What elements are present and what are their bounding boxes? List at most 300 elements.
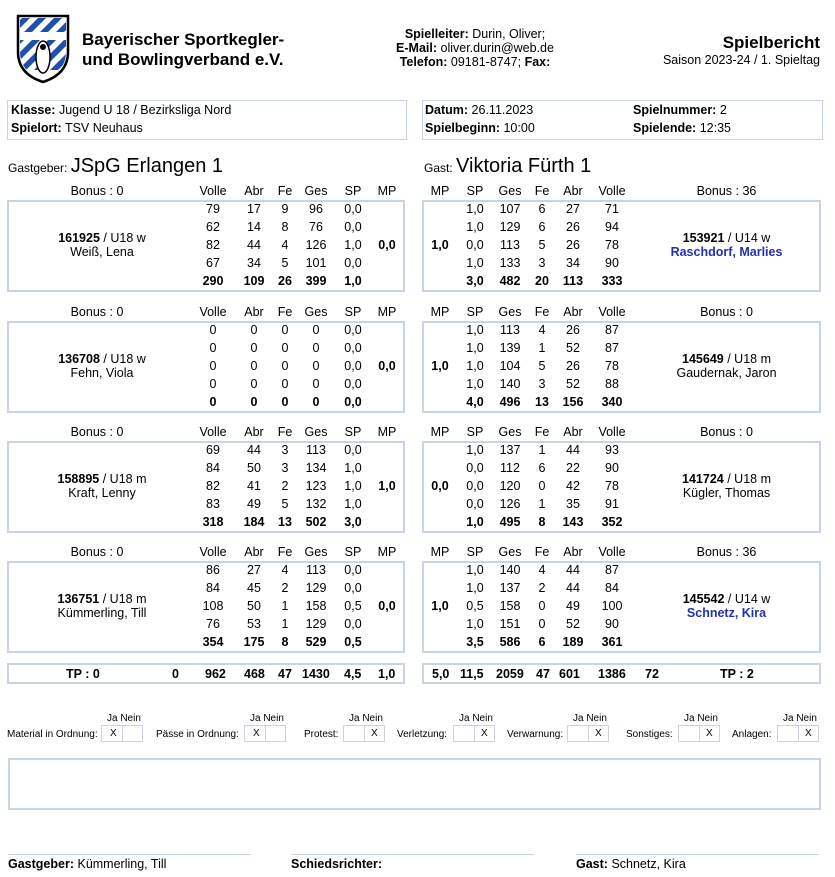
home-score-cell: 1 <box>281 599 289 613</box>
leader-value: Durin, Oliver; <box>472 27 546 41</box>
home-bonus: Bonus : 0 <box>70 184 124 198</box>
home-player-class: / U18 w <box>103 231 146 245</box>
home-total-cell: 399 <box>305 274 327 288</box>
home-score-cell: 0,0 <box>344 220 362 234</box>
away-score-cell: 1,0 <box>466 323 484 337</box>
home-signature <box>8 854 251 871</box>
check-divider <box>364 726 365 741</box>
spielnummer-label: Spielnummer: <box>633 103 717 117</box>
away-score-cell: 0,0 <box>466 497 484 511</box>
away-bonus: Bonus : 36 <box>696 184 757 198</box>
home-column-header: Ges <box>304 305 328 319</box>
home-player-id: 136751 <box>57 592 100 606</box>
away-score-cell: 100 <box>601 599 623 613</box>
check-box[interactable] <box>777 725 819 742</box>
away-score-cell: 52 <box>566 377 580 391</box>
away-total-cell: 496 <box>499 395 521 409</box>
ja-nein-header: Ja Nein <box>684 713 718 724</box>
away-totals-row <box>422 663 821 684</box>
away-column-header: Ges <box>498 545 522 559</box>
home-score-cell: 4 <box>281 563 289 577</box>
home-total-cell: 3,0 <box>344 515 362 529</box>
away-score-cell: 113 <box>500 238 520 252</box>
away-score-cell: 27 <box>566 202 580 216</box>
away-total-bonus: 72 <box>645 667 659 681</box>
check-box[interactable] <box>678 725 720 742</box>
home-score-cell: 0,0 <box>344 581 362 595</box>
away-mp: 1,0 <box>431 359 449 373</box>
away-score-cell: 104 <box>499 359 521 373</box>
away-score-cell: 151 <box>499 617 521 631</box>
klasse-value: Jugend U 18 / Bezirksliga Nord <box>58 103 232 117</box>
home-score-cell: 0,0 <box>344 341 362 355</box>
klasse-label: Klasse: <box>11 103 56 117</box>
away-total-cell: 13 <box>535 395 549 409</box>
check-nein-mark: X <box>805 728 812 739</box>
away-score-cell: 0,5 <box>466 599 484 613</box>
away-mp: 1,0 <box>431 238 449 252</box>
home-score-cell: 17 <box>247 202 261 216</box>
away-score-cell: 0 <box>538 599 546 613</box>
home-score-cell: 108 <box>202 599 224 613</box>
home-score-cell: 113 <box>306 443 326 457</box>
away-score-cell: 140 <box>499 377 521 391</box>
away-score-cell: 120 <box>499 479 521 493</box>
away-score-cell: 133 <box>499 256 521 270</box>
home-score-cell: 82 <box>206 479 220 493</box>
away-total-cell: 333 <box>601 274 623 288</box>
away-score-cell: 139 <box>499 341 521 355</box>
home-score-cell: 3 <box>281 443 289 457</box>
away-score-cell: 0 <box>538 479 546 493</box>
away-player-name: Gaudernak, Jaron <box>676 366 777 380</box>
home-score-cell: 44 <box>247 443 261 457</box>
spielbeginn-value: 10:00 <box>503 121 535 135</box>
away-score-cell: 44 <box>566 443 580 457</box>
home-total-cell: 0 <box>250 395 258 409</box>
home-score-cell: 1,0 <box>344 238 362 252</box>
home-score-cell: 50 <box>247 599 261 613</box>
home-score-cell: 5 <box>281 497 289 511</box>
away-score-cell: 26 <box>566 359 580 373</box>
home-score-cell: 1,0 <box>344 497 362 511</box>
home-total-cell: 1,0 <box>344 274 362 288</box>
check-box[interactable] <box>567 725 609 742</box>
away-score-cell: 1,0 <box>466 377 484 391</box>
home-score-cell: 41 <box>247 479 261 493</box>
away-score-cell: 78 <box>605 238 619 252</box>
home-total-volle: 962 <box>205 667 226 681</box>
away-signature-value: Schnetz, Kira <box>611 857 686 871</box>
check-box[interactable] <box>453 725 495 742</box>
home-player <box>7 231 197 259</box>
away-score-cell: 137 <box>499 581 521 595</box>
home-score-cell: 67 <box>206 256 220 270</box>
away-total-cell: 8 <box>538 515 546 529</box>
away-column-header: Ges <box>498 425 522 439</box>
away-column-header: Fe <box>534 425 550 439</box>
ja-nein-header: Ja Nein <box>573 713 607 724</box>
home-score-cell: 0 <box>312 377 320 391</box>
home-total-bonus: 0 <box>172 667 179 681</box>
away-mp: 0,0 <box>431 479 449 493</box>
home-score-cell: 1,0 <box>344 479 362 493</box>
away-score-cell: 158 <box>499 599 521 613</box>
spielbeginn-label: Spielbeginn: <box>425 121 500 135</box>
home-player <box>7 352 197 380</box>
away-score-cell: 22 <box>566 461 580 475</box>
home-player-id: 161925 <box>58 231 100 245</box>
away-column-header: Volle <box>598 184 626 198</box>
away-score-cell: 0,0 <box>466 238 484 252</box>
home-score-cell: 49 <box>247 497 261 511</box>
home-column-header: SP <box>344 425 362 439</box>
away-score-cell: 140 <box>499 563 521 577</box>
away-total-cell: 4,0 <box>466 395 484 409</box>
home-total-fe: 47 <box>278 667 292 681</box>
home-column-header: Fe <box>277 545 293 559</box>
home-total-cell: 529 <box>305 635 327 649</box>
home-score-cell: 76 <box>206 617 220 631</box>
home-player-name: Fehn, Viola <box>70 366 134 380</box>
home-score-cell: 158 <box>305 599 327 613</box>
home-score-cell: 0 <box>250 359 258 373</box>
home-player-id: 158895 <box>57 472 100 486</box>
home-score-cell: 0 <box>281 377 289 391</box>
home-total-cell: 0,5 <box>344 635 362 649</box>
away-score-cell: 4 <box>538 563 546 577</box>
check-divider <box>474 726 475 741</box>
home-score-cell: 134 <box>305 461 327 475</box>
home-total-cell: 354 <box>202 635 224 649</box>
report-title: Spielbericht <box>722 33 820 52</box>
datum-value: 26.11.2023 <box>471 103 534 117</box>
away-score-cell: 137 <box>499 443 521 457</box>
home-score-cell: 0,0 <box>344 443 362 457</box>
away-signature <box>576 854 819 871</box>
home-total-cell: 0,0 <box>344 395 362 409</box>
home-score-cell: 0,0 <box>344 323 362 337</box>
away-total-cell: 586 <box>499 635 521 649</box>
away-score-cell: 5 <box>538 238 546 252</box>
home-score-cell: 82 <box>206 238 220 252</box>
away-bonus: Bonus : 36 <box>696 545 757 559</box>
home-total-cell: 184 <box>243 515 265 529</box>
check-divider <box>265 726 266 741</box>
notes-box[interactable] <box>8 758 821 810</box>
check-label: Anlagen: <box>732 729 772 740</box>
home-score-cell: 5 <box>281 256 289 270</box>
home-total-cell: 318 <box>202 515 224 529</box>
home-totals-row <box>7 663 405 684</box>
away-player-class: / U18 m <box>727 472 771 486</box>
home-score-cell: 50 <box>247 461 261 475</box>
home-total-mp: 1,0 <box>378 667 396 681</box>
away-score-cell: 0 <box>538 617 546 631</box>
home-score-cell: 84 <box>206 461 220 475</box>
away-score-cell: 49 <box>566 599 580 613</box>
away-score-cell: 52 <box>566 617 580 631</box>
check-divider <box>588 726 589 741</box>
home-score-cell: 0 <box>281 341 289 355</box>
home-bonus: Bonus : 0 <box>70 305 124 319</box>
away-score-cell: 87 <box>605 563 619 577</box>
home-player <box>7 472 197 500</box>
home-column-header: MP <box>377 184 397 198</box>
home-column-header: SP <box>344 305 362 319</box>
home-score-cell: 9 <box>281 202 289 216</box>
home-total-cell: 0 <box>312 395 320 409</box>
away-score-cell: 84 <box>605 581 619 595</box>
check-ja-mark: X <box>253 728 260 739</box>
home-score-cell: 101 <box>305 256 327 270</box>
referee-signature <box>291 854 534 871</box>
home-total-cell: 502 <box>305 515 327 529</box>
away-score-cell: 1,0 <box>466 443 484 457</box>
away-score-cell: 91 <box>605 497 619 511</box>
home-score-cell: 86 <box>206 563 220 577</box>
home-score-cell: 0 <box>281 323 289 337</box>
away-player-class: / U18 m <box>727 352 771 366</box>
ja-nein-header: Ja Nein <box>250 713 284 724</box>
check-divider <box>122 726 123 741</box>
away-column-header: Abr <box>563 425 583 439</box>
home-column-header: Ges <box>304 184 328 198</box>
away-score-cell: 26 <box>566 220 580 234</box>
away-team-name: Viktoria Fürth 1 <box>456 155 592 177</box>
home-score-cell: 129 <box>305 581 327 595</box>
away-score-cell: 1 <box>538 443 546 457</box>
spielende-label: Spielende: <box>633 121 697 135</box>
away-total-cell: 20 <box>535 274 549 288</box>
away-column-header: MP <box>430 305 450 319</box>
away-score-cell: 3 <box>538 256 546 270</box>
away-score-cell: 5 <box>538 359 546 373</box>
referee-signature-label: Schiedsrichter: <box>291 857 383 871</box>
away-total-ges: 2059 <box>496 667 524 681</box>
away-column-header: Fe <box>534 184 550 198</box>
home-total-cell: 175 <box>243 635 265 649</box>
home-column-header: SP <box>344 184 362 198</box>
away-score-cell: 88 <box>605 377 619 391</box>
home-player-name: Kraft, Lenny <box>68 486 136 500</box>
home-mp: 0,0 <box>378 238 396 252</box>
home-bonus: Bonus : 0 <box>70 425 124 439</box>
datum-label: Datum: <box>425 103 469 117</box>
check-label: Material in Ordnung: <box>7 729 98 740</box>
home-score-cell: 0 <box>209 341 217 355</box>
home-score-cell: 0 <box>250 323 258 337</box>
away-score-cell: 112 <box>500 461 520 475</box>
away-signature-label: Gast: <box>576 857 608 871</box>
organization-name <box>82 30 284 70</box>
email-label: E-Mail: <box>396 41 438 55</box>
home-column-header: Ges <box>304 425 328 439</box>
away-column-header: MP <box>430 184 450 198</box>
leader-label: Spielleiter: <box>404 27 469 41</box>
away-column-header: Volle <box>598 305 626 319</box>
home-team-heading <box>8 155 223 178</box>
away-score-cell: 0,0 <box>466 479 484 493</box>
away-column-header: SP <box>466 184 484 198</box>
away-score-cell: 1,0 <box>466 617 484 631</box>
home-column-header: Ges <box>304 545 328 559</box>
home-total-cell: 8 <box>281 635 289 649</box>
home-score-cell: 96 <box>309 202 323 216</box>
home-mp: 0,0 <box>378 599 396 613</box>
away-score-cell: 1,0 <box>466 220 484 234</box>
bskv-logo <box>14 12 72 84</box>
away-score-cell: 87 <box>605 341 619 355</box>
home-column-header: SP <box>344 545 362 559</box>
away-score-cell: 107 <box>499 202 521 216</box>
home-score-cell: 44 <box>247 238 261 252</box>
home-score-cell: 83 <box>206 497 220 511</box>
away-player-name: Raschdorf, Marlies <box>670 245 783 259</box>
away-score-cell: 52 <box>566 341 580 355</box>
home-column-header: MP <box>377 545 397 559</box>
away-player-class: / U14 w <box>727 592 771 606</box>
away-total-cell: 6 <box>538 635 546 649</box>
home-score-cell: 1 <box>281 617 289 631</box>
away-total-mp: 5,0 <box>432 667 450 681</box>
home-mp: 0,0 <box>378 359 396 373</box>
away-score-cell: 1,0 <box>466 341 484 355</box>
away-column-header: SP <box>466 545 484 559</box>
away-score-cell: 26 <box>566 238 580 252</box>
away-score-cell: 34 <box>566 256 580 270</box>
check-label: Protest: <box>304 729 339 740</box>
org-line-2: und Bowlingverband e.V. <box>82 50 284 69</box>
away-column-header: Ges <box>498 184 522 198</box>
away-score-cell: 1,0 <box>466 581 484 595</box>
home-total-cell: 0 <box>209 395 217 409</box>
check-box[interactable] <box>244 725 286 742</box>
home-score-cell: 132 <box>305 497 327 511</box>
away-score-cell: 2 <box>538 581 546 595</box>
check-nein-mark: X <box>595 728 602 739</box>
home-player-class: / U18 m <box>102 592 147 606</box>
check-nein-mark: X <box>706 728 713 739</box>
home-score-cell: 45 <box>247 581 261 595</box>
home-score-cell: 0 <box>281 359 289 373</box>
home-signature-value: Kümmerling, Till <box>77 857 167 871</box>
home-column-header: Abr <box>244 184 264 198</box>
home-score-cell: 79 <box>206 202 220 216</box>
away-score-cell: 90 <box>605 617 619 631</box>
home-total-sp: 4,5 <box>344 667 362 681</box>
away-player <box>632 352 821 380</box>
home-score-cell: 2 <box>281 479 289 493</box>
away-column-header: Volle <box>598 545 626 559</box>
home-column-header: Volle <box>199 305 227 319</box>
away-total-cell: 352 <box>601 515 623 529</box>
home-column-header: Fe <box>277 305 293 319</box>
home-team-name: JSpG Erlangen 1 <box>70 155 224 177</box>
away-total-fe: 47 <box>536 667 550 681</box>
home-signature-label: Gastgeber: <box>8 857 74 871</box>
away-player-id: 145542 <box>682 592 725 606</box>
away-player <box>632 472 821 500</box>
spielort-label: Spielort: <box>11 121 62 135</box>
home-column-header: Volle <box>199 545 227 559</box>
away-total-cell: 113 <box>562 274 584 288</box>
away-score-cell: 1 <box>538 497 546 511</box>
home-mp: 1,0 <box>378 479 396 493</box>
away-score-cell: 6 <box>538 220 546 234</box>
home-column-header: Abr <box>244 425 264 439</box>
home-column-header: Abr <box>244 305 264 319</box>
home-player-class: / U18 m <box>102 472 147 486</box>
away-column-header: MP <box>430 545 450 559</box>
home-score-cell: 129 <box>305 617 327 631</box>
check-box[interactable] <box>343 725 385 742</box>
away-player-id: 145649 <box>682 352 724 366</box>
away-score-cell: 0,0 <box>466 461 484 475</box>
home-score-cell: 84 <box>206 581 220 595</box>
away-score-cell: 90 <box>605 256 619 270</box>
home-total-abr: 468 <box>244 667 265 681</box>
home-score-cell: 62 <box>206 220 220 234</box>
away-score-cell: 94 <box>605 220 619 234</box>
home-score-cell: 126 <box>305 238 327 252</box>
away-player-name: Kügler, Thomas <box>682 486 771 500</box>
org-line-1: Bayerischer Sportkegler- <box>82 30 285 49</box>
away-total-cell: 495 <box>499 515 521 529</box>
away-total-cell: 482 <box>499 274 521 288</box>
away-score-cell: 1,0 <box>466 256 484 270</box>
away-score-cell: 126 <box>499 497 521 511</box>
home-score-cell: 0,0 <box>344 202 362 216</box>
home-column-header: Abr <box>244 545 264 559</box>
home-score-cell: 2 <box>281 581 289 595</box>
away-score-cell: 1,0 <box>466 563 484 577</box>
home-score-cell: 0,0 <box>344 563 362 577</box>
away-score-cell: 1 <box>538 341 546 355</box>
away-column-header: Ges <box>498 305 522 319</box>
home-score-cell: 0,0 <box>344 617 362 631</box>
away-score-cell: 90 <box>605 461 619 475</box>
spielort-value: TSV Neuhaus <box>64 121 143 135</box>
check-nein-mark: X <box>371 728 378 739</box>
away-column-header: Abr <box>563 184 583 198</box>
away-score-cell: 3 <box>538 377 546 391</box>
home-score-cell: 0,0 <box>344 256 362 270</box>
away-score-cell: 4 <box>538 323 546 337</box>
away-score-cell: 93 <box>605 443 619 457</box>
contact-block <box>350 27 600 69</box>
away-score-cell: 44 <box>566 563 580 577</box>
match-info-left <box>7 100 407 140</box>
away-column-header: SP <box>466 305 484 319</box>
phone-value: 09181-8747; <box>450 55 522 69</box>
away-column-header: SP <box>466 425 484 439</box>
check-box[interactable] <box>101 725 143 742</box>
home-score-cell: 3 <box>281 461 289 475</box>
match-info-right <box>422 100 823 140</box>
home-total-ges: 1430 <box>302 667 330 681</box>
home-player-id: 136708 <box>58 352 100 366</box>
home-score-cell: 8 <box>281 220 289 234</box>
home-score-cell: 27 <box>247 563 261 577</box>
phone-label: Telefon: <box>399 55 448 69</box>
away-total-cell: 156 <box>562 395 584 409</box>
home-player-name: Kümmerling, Till <box>57 606 147 620</box>
home-column-header: MP <box>377 425 397 439</box>
away-bonus: Bonus : 0 <box>700 425 753 439</box>
home-score-cell: 34 <box>247 256 261 270</box>
home-player-class: / U18 w <box>103 352 146 366</box>
